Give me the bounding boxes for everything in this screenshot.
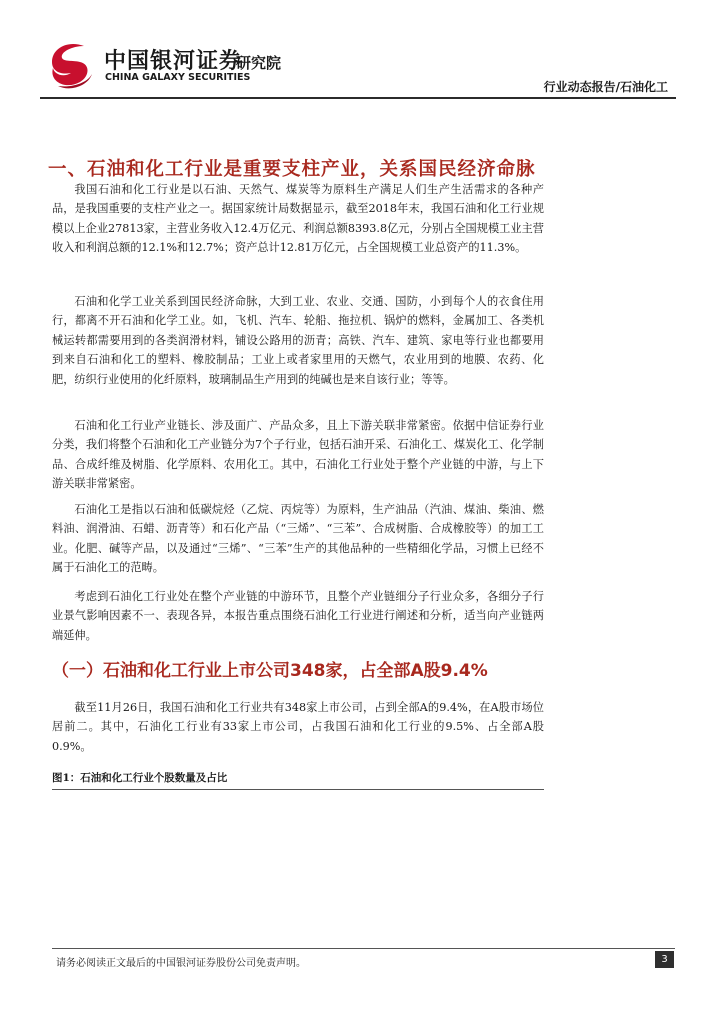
- paragraph-2: 石油和化学工业关系到国民经济命脉，大到工业、农业、交通、国防，小到每个人的衣食住用行，都离不开石油和化学工业。如，飞机、汽车、轮船、拖拉机、锅炉的燃料，金属加工、各类机械运转都需要用到的各类润滑材料，铺设公路用的沥青；高铁、汽车、建筑、家电等行业也都要用到来自石油和化工的塑料、橡胶制品；工业上或者家里用的天燃气，农业用到的地膜、农药、化肥，纺织行业使用的化纤原料，玻璃制品生产用到的纯碱也是来自该行业；等等。: [52, 295, 544, 386]
- brand-name-en: CHINA GALAXY SECURITIES: [105, 72, 251, 83]
- figure-caption: 图1：石油和化工行业个股数量及占比: [52, 772, 228, 784]
- report-type-label: 行业动态报告/石油化工: [543, 80, 668, 94]
- paragraph-4: 石油化工是指以石油和低碳烷烃（乙烷、丙烷等）为原料，生产油品（汽油、煤油、柴油、燃料油、润滑油、石蜡、沥青等）和石化产品（“三烯”、“三苯”、合成树脂、合成橡胶等）的加工工业。化肥、碱等产品，以及通过“三烯”、“三苯”生产的其他品种的一些精细化学品，习惯上已经不属于石油化工的范畴。: [52, 503, 544, 575]
- footer-disclaimer: 请务必阅读正文最后的中国银河证券股份公司免责声明。: [56, 958, 306, 969]
- brand-name-cn: 中国银河证券: [104, 49, 243, 74]
- page-header: [0, 0, 724, 110]
- paragraph-1: 我国石油和化工行业是以石油、天然气、煤炭等为原料生产满足人们生产生活需求的各种产品，是我国重要的支柱产业之一。据国家统计局数据显示，截至2018年末，我国石油和化工行业规模以上企业27813家，主营业务收入12.4万亿元、利润总额8393.8亿元，分别占全国规模工业主营收入和利润总额的12.1%和12.7%；资产总计12.81万亿元，占全国规模工业总资产的11.3%。: [52, 183, 544, 255]
- galaxy-logo-icon: [44, 38, 98, 92]
- paragraph-6: 截至11月26日，我国石油和化工行业共有348家上市公司，占到全部A的9.4%，在A股市场位居前二。其中，石油化工行业有33家上市公司，占我国石油和化工行业的9.5%、占全部A股0.9%。: [52, 701, 544, 753]
- header-divider: [40, 97, 676, 99]
- section-heading-1: 一、石油和化工行业是重要支柱产业，关系国民经济命脉: [48, 159, 536, 180]
- section-heading-2: （一）石油和化工行业上市公司348家，占全部A股9.4%: [52, 661, 488, 681]
- institute-label: 研究院: [236, 54, 282, 72]
- paragraph-3: 石油和化工行业产业链长、涉及面广、产品众多，且上下游关联非常紧密。依据中信证券行业分类，我们将整个石油和化工产业链分为7个子行业，包括石油开采、石油化工、煤炭化工、化学制品、合成纤维及树脂、化学原料、农用化工。其中，石油化工行业处于整个产业链的中游，与上下游关联非常紧密。: [52, 419, 544, 491]
- paragraph-5: 考虑到石油化工行业处在整个产业链的中游环节，且整个产业链细分子行业众多，各细分子行业景气影响因素不一、表现各异，本报告重点围绕石油化工行业进行阐述和分析，适当向产业链两端延伸。: [52, 590, 544, 642]
- page-number: 3: [655, 951, 674, 968]
- footer-divider: [52, 948, 675, 949]
- figure-divider: [52, 789, 544, 790]
